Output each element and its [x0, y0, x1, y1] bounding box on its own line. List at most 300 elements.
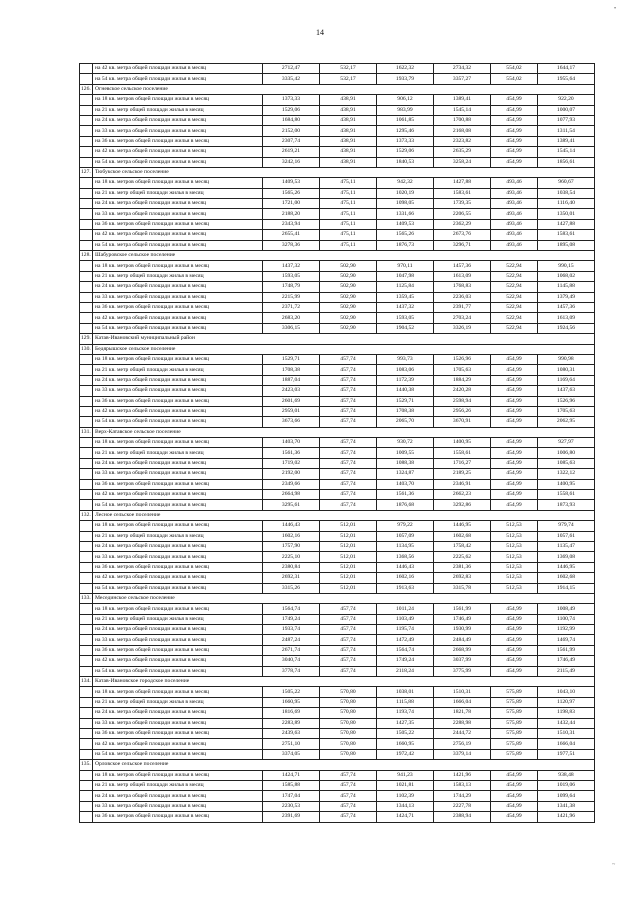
value-cell: 454,99	[491, 417, 538, 427]
value-cell: 454,99	[491, 386, 538, 396]
row-index-cell	[80, 552, 93, 562]
table-row	[80, 136, 595, 146]
value-cell: 1324,87	[377, 469, 434, 479]
value-cell: 512,01	[320, 521, 377, 531]
value-cell: 454,99	[491, 770, 538, 780]
value-cell: 1914,15	[538, 583, 595, 593]
value-cell: 1437,63	[538, 386, 595, 396]
value-cell: 575,89	[491, 687, 538, 697]
value-cell: 1758,42	[434, 541, 491, 551]
value-cell: 1757,90	[263, 541, 320, 551]
table-row	[80, 375, 595, 385]
value-cell: 1529,06	[263, 105, 320, 115]
row-label: на 54 кв. метра общей площади жилья в месяц	[93, 240, 263, 250]
row-index-cell	[80, 500, 93, 510]
table-row	[80, 178, 595, 188]
row-label: на 24 кв. метра общей площади жилья в месяц	[93, 541, 263, 551]
row-label: на 42 кв. метра общей площади жилья в месяц	[93, 490, 263, 500]
value-cell: 1369,08	[538, 552, 595, 562]
value-cell: 454,99	[491, 604, 538, 614]
value-cell: 1437,32	[263, 261, 320, 271]
value-cell: 1564,74	[377, 645, 434, 655]
section-number: 134.	[80, 677, 93, 687]
row-label: на 42 кв. метра общей площади жилья в месяц	[93, 147, 263, 157]
value-cell: 2115,49	[538, 666, 595, 676]
row-label: на 36 кв. метров общей площади жилья в месяц	[93, 812, 263, 822]
value-cell: 2420,28	[434, 386, 491, 396]
value-cell: 502,90	[320, 261, 377, 271]
table-row	[80, 521, 595, 531]
value-cell: 512,01	[320, 583, 377, 593]
value-cell: 1322,12	[538, 469, 595, 479]
table-row	[80, 354, 595, 364]
value-cell: 454,99	[491, 666, 538, 676]
value-cell: 2439,63	[263, 729, 320, 739]
value-cell: 970,11	[377, 261, 434, 271]
table-row	[80, 417, 595, 427]
value-cell: 1708,38	[377, 406, 434, 416]
value-cell: 475,11	[320, 178, 377, 188]
value-cell: 457,74	[320, 438, 377, 448]
row-index-cell	[80, 188, 93, 198]
value-cell: 475,11	[320, 240, 377, 250]
row-label: на 54 кв. метра общей площади жилья в месяц	[93, 749, 263, 759]
value-cell: 438,91	[320, 157, 377, 167]
value-cell: 1373,33	[377, 136, 434, 146]
section-row	[80, 334, 595, 344]
value-cell: 1427,88	[434, 178, 491, 188]
row-label: на 18 кв. метров общей площади жилья в месяц	[93, 261, 263, 271]
row-label: на 36 кв. метров общей площади жилья в месяц	[93, 396, 263, 406]
table-row	[80, 458, 595, 468]
value-cell: 1341,38	[538, 801, 595, 811]
row-label: на 36 кв. метров общей площади жилья в месяц	[93, 729, 263, 739]
row-index-cell	[80, 718, 93, 728]
table-row	[80, 240, 595, 250]
value-cell: 3258,24	[434, 157, 491, 167]
scan-mark-top: •	[614, 6, 617, 12]
table-row	[80, 438, 595, 448]
value-cell: 1009,55	[377, 448, 434, 458]
section-row	[80, 593, 595, 603]
row-index-cell	[80, 490, 93, 500]
section-number: 129.	[80, 334, 93, 344]
value-cell: 1098,05	[377, 199, 434, 209]
value-cell: 1558,61	[538, 490, 595, 500]
value-cell: 1440,38	[377, 386, 434, 396]
table-row	[80, 406, 595, 416]
value-cell: 1077,93	[538, 115, 595, 125]
row-index-cell	[80, 625, 93, 635]
value-cell: 1038,01	[377, 687, 434, 697]
value-cell: 1057,61	[538, 531, 595, 541]
value-cell: 1427,35	[377, 718, 434, 728]
row-label: на 36 кв. метров общей площади жилья в месяц	[93, 136, 263, 146]
value-cell: 438,91	[320, 147, 377, 157]
value-cell: 522,94	[491, 292, 538, 302]
row-index-cell	[80, 64, 93, 74]
value-cell: 1708,38	[263, 365, 320, 375]
row-label: на 33 кв. метра общей площади жилья в месяц	[93, 386, 263, 396]
value-cell: 454,99	[491, 490, 538, 500]
value-cell: 1083,06	[377, 365, 434, 375]
value-cell: 457,74	[320, 656, 377, 666]
value-cell: 1583,13	[434, 780, 491, 790]
table-row	[80, 313, 595, 323]
value-cell: 457,74	[320, 791, 377, 801]
value-cell: 2692,83	[434, 573, 491, 583]
value-cell: 2371,72	[263, 302, 320, 312]
table-row	[80, 749, 595, 759]
row-index-cell	[80, 801, 93, 811]
value-cell: 454,99	[491, 479, 538, 489]
value-cell: 1613,09	[538, 313, 595, 323]
value-cell: 454,99	[491, 136, 538, 146]
row-label: на 42 кв. метра общей площади жилья в месяц	[93, 64, 263, 74]
value-cell: 457,74	[320, 666, 377, 676]
value-cell: 2673,76	[434, 230, 491, 240]
value-cell: 906,12	[377, 95, 434, 105]
value-cell: 1080,31	[538, 365, 595, 375]
section-number: 131.	[80, 427, 93, 437]
row-index-cell	[80, 541, 93, 551]
value-cell: 3673,66	[263, 417, 320, 427]
value-cell: 1000,07	[538, 105, 595, 115]
value-cell: 3357,27	[434, 74, 491, 84]
value-cell: 454,99	[491, 396, 538, 406]
value-cell: 2956,26	[434, 406, 491, 416]
value-cell: 1816,69	[263, 708, 320, 718]
value-cell: 1172,39	[377, 375, 434, 385]
table-row	[80, 323, 595, 333]
value-cell: 3374,05	[263, 749, 320, 759]
table-row	[80, 604, 595, 614]
value-cell: 1379,49	[538, 292, 595, 302]
value-cell: 1529,71	[377, 396, 434, 406]
section-row	[80, 510, 595, 520]
value-cell: 1721,00	[263, 199, 320, 209]
row-label: на 18 кв. метров общей площади жилья в месяц	[93, 604, 263, 614]
value-cell: 2346,91	[434, 479, 491, 489]
row-index-cell	[80, 178, 93, 188]
value-cell: 1564,74	[263, 604, 320, 614]
value-cell: 3778,74	[263, 666, 320, 676]
section-row	[80, 677, 595, 687]
row-index-cell	[80, 573, 93, 583]
row-index-cell	[80, 261, 93, 271]
value-cell: 454,99	[491, 126, 538, 136]
value-cell: 457,74	[320, 417, 377, 427]
value-cell: 522,94	[491, 323, 538, 333]
value-cell: 502,90	[320, 313, 377, 323]
value-cell: 2388,94	[434, 812, 491, 822]
table-row	[80, 801, 595, 811]
value-cell: 1134,95	[377, 541, 434, 551]
row-index-cell	[80, 157, 93, 167]
value-cell: 454,99	[491, 375, 538, 385]
value-cell: 1904,52	[377, 323, 434, 333]
section-name: Катав-Ивановский муниципальный район	[93, 334, 595, 344]
table-row	[80, 282, 595, 292]
value-cell: 512,01	[320, 573, 377, 583]
value-cell: 575,89	[491, 739, 538, 749]
value-cell: 1011,24	[377, 604, 434, 614]
value-cell: 1873,93	[538, 500, 595, 510]
value-cell: 1930,99	[434, 625, 491, 635]
value-cell: 3040,74	[263, 656, 320, 666]
value-cell: 512,01	[320, 562, 377, 572]
value-cell: 1749,24	[263, 614, 320, 624]
value-cell: 438,91	[320, 126, 377, 136]
value-cell: 1526,96	[434, 354, 491, 364]
value-cell: 927,97	[538, 438, 595, 448]
value-cell: 512,53	[491, 573, 538, 583]
table-row	[80, 126, 595, 136]
value-cell: 454,99	[491, 95, 538, 105]
value-cell: 457,74	[320, 780, 377, 790]
value-cell: 522,94	[491, 282, 538, 292]
value-cell: 3306,15	[263, 323, 320, 333]
tariff-table	[79, 63, 595, 823]
row-index-cell	[80, 386, 93, 396]
table-row	[80, 697, 595, 707]
value-cell: 457,74	[320, 604, 377, 614]
row-label: на 33 кв. метра общей площади жилья в месяц	[93, 292, 263, 302]
row-index-cell	[80, 323, 93, 333]
value-cell: 1856,61	[538, 157, 595, 167]
row-index-cell	[80, 282, 93, 292]
value-cell: 1558,61	[434, 448, 491, 458]
section-row	[80, 251, 595, 261]
scan-mark-bottom: ~	[612, 862, 616, 868]
value-cell: 438,91	[320, 105, 377, 115]
row-index-cell	[80, 729, 93, 739]
table-row	[80, 635, 595, 645]
row-index-cell	[80, 521, 93, 531]
value-cell: 1876,68	[377, 500, 434, 510]
value-cell: 979,22	[377, 521, 434, 531]
value-cell: 1421,96	[434, 770, 491, 780]
value-cell: 1602,16	[377, 573, 434, 583]
value-cell: 1008,49	[538, 604, 595, 614]
value-cell: 1038,54	[538, 188, 595, 198]
value-cell: 502,90	[320, 302, 377, 312]
value-cell: 2307,74	[263, 136, 320, 146]
value-cell: 2349,66	[263, 479, 320, 489]
value-cell: 1955,64	[538, 74, 595, 84]
value-cell: 1526,96	[538, 396, 595, 406]
value-cell: 2225,62	[434, 552, 491, 562]
value-cell: 2381,36	[434, 562, 491, 572]
value-cell: 454,99	[491, 469, 538, 479]
value-cell: 1913,63	[377, 583, 434, 593]
table-row	[80, 573, 595, 583]
section-name: Тюбукское сельское поселение	[93, 167, 595, 177]
section-row	[80, 427, 595, 437]
table-row	[80, 562, 595, 572]
value-cell: 1748,79	[263, 282, 320, 292]
value-cell: 2683,20	[263, 313, 320, 323]
row-index-cell	[80, 95, 93, 105]
value-cell: 1446,95	[434, 521, 491, 531]
value-cell: 1746,49	[538, 656, 595, 666]
row-index-cell	[80, 199, 93, 209]
value-cell: 2756,19	[434, 739, 491, 749]
table-row	[80, 302, 595, 312]
row-index-cell	[80, 562, 93, 572]
value-cell: 1505,22	[377, 729, 434, 739]
table-row	[80, 261, 595, 271]
row-index-cell	[80, 302, 93, 312]
value-cell: 960,67	[538, 178, 595, 188]
value-cell: 1472,49	[377, 635, 434, 645]
row-index-cell	[80, 656, 93, 666]
value-cell: 2601,69	[263, 396, 320, 406]
row-index-cell	[80, 417, 93, 427]
table-row	[80, 219, 595, 229]
value-cell: 454,99	[491, 406, 538, 416]
section-row	[80, 167, 595, 177]
value-cell: 475,11	[320, 230, 377, 240]
value-cell: 1876,73	[377, 240, 434, 250]
row-index-cell	[80, 645, 93, 655]
row-index-cell	[80, 614, 93, 624]
table-row	[80, 64, 595, 74]
table-row	[80, 157, 595, 167]
value-cell: 1068,02	[538, 271, 595, 281]
value-cell: 1373,33	[263, 95, 320, 105]
row-index-cell	[80, 666, 93, 676]
value-cell: 983,99	[377, 105, 434, 115]
value-cell: 1432,44	[538, 718, 595, 728]
value-cell: 1145,88	[538, 282, 595, 292]
row-label: на 24 кв. метра общей площади жилья в месяц	[93, 375, 263, 385]
value-cell: 2444,72	[434, 729, 491, 739]
value-cell: 457,74	[320, 645, 377, 655]
value-cell: 3296,71	[434, 240, 491, 250]
value-cell: 1350,01	[538, 209, 595, 219]
table-row	[80, 74, 595, 84]
row-index-cell	[80, 365, 93, 375]
row-label: на 18 кв. метров общей площади жилья в месяц	[93, 770, 263, 780]
row-index-cell	[80, 739, 93, 749]
value-cell: 1424,71	[263, 770, 320, 780]
section-row	[80, 344, 595, 354]
row-index-cell	[80, 604, 93, 614]
value-cell: 454,99	[491, 780, 538, 790]
value-cell: 1602,68	[538, 573, 595, 583]
value-cell: 1895,08	[538, 240, 595, 250]
value-cell: 1561,99	[538, 645, 595, 655]
value-cell: 1198,83	[538, 708, 595, 718]
value-cell: 1116,40	[538, 199, 595, 209]
value-cell: 512,01	[320, 552, 377, 562]
value-cell: 3315,78	[434, 583, 491, 593]
section-name: Огневское сельское поселение	[93, 84, 595, 94]
row-label: на 21 кв. метр общей площади жилья в месяц	[93, 614, 263, 624]
section-number: 127.	[80, 167, 93, 177]
value-cell: 2487,24	[263, 635, 320, 645]
row-label: на 18 кв. метров общей площади жилья в месяц	[93, 95, 263, 105]
value-cell: 454,99	[491, 365, 538, 375]
value-cell: 1400,95	[538, 479, 595, 489]
row-label: на 42 кв. метра общей площади жилья в месяц	[93, 313, 263, 323]
table-row	[80, 645, 595, 655]
value-cell: 1840,53	[377, 157, 434, 167]
value-cell: 570,80	[320, 718, 377, 728]
row-index-cell	[80, 240, 93, 250]
value-cell: 2288,98	[434, 718, 491, 728]
value-cell: 2959,01	[263, 406, 320, 416]
value-cell: 1295,46	[377, 126, 434, 136]
value-cell: 493,46	[491, 240, 538, 250]
row-label: на 33 кв. метра общей площади жилья в месяц	[93, 209, 263, 219]
row-index-cell	[80, 479, 93, 489]
value-cell: 570,80	[320, 697, 377, 707]
value-cell: 2227,78	[434, 801, 491, 811]
value-cell: 512,53	[491, 531, 538, 541]
value-cell: 454,99	[491, 157, 538, 167]
value-cell: 2192,00	[263, 469, 320, 479]
section-name: Орловское сельское поселение	[93, 760, 595, 770]
row-label: на 33 кв. метра общей площади жилья в месяц	[93, 469, 263, 479]
value-cell: 512,53	[491, 521, 538, 531]
value-cell: 454,99	[491, 625, 538, 635]
value-cell: 570,80	[320, 687, 377, 697]
row-index-cell	[80, 469, 93, 479]
value-cell: 1585,88	[263, 780, 320, 790]
table-row	[80, 209, 595, 219]
value-cell: 990,15	[538, 261, 595, 271]
value-cell: 1565,26	[377, 230, 434, 240]
value-cell: 2734,32	[434, 64, 491, 74]
value-cell: 993,73	[377, 354, 434, 364]
table-row	[80, 656, 595, 666]
row-label: на 24 кв. метра общей площади жилья в месяц	[93, 282, 263, 292]
table-row	[80, 552, 595, 562]
value-cell: 438,91	[320, 95, 377, 105]
section-name: Месединское сельское поселение	[93, 593, 595, 603]
value-cell: 2215,99	[263, 292, 320, 302]
value-cell: 575,89	[491, 697, 538, 707]
table-row	[80, 469, 595, 479]
value-cell: 502,90	[320, 282, 377, 292]
value-cell: 475,11	[320, 199, 377, 209]
value-cell: 454,99	[491, 791, 538, 801]
value-cell: 2671,74	[263, 645, 320, 655]
row-label: на 21 кв. метр общей площади жилья в месяц	[93, 271, 263, 281]
value-cell: 502,90	[320, 271, 377, 281]
table-row	[80, 292, 595, 302]
value-cell: 2484,49	[434, 635, 491, 645]
table-row	[80, 625, 595, 635]
value-cell: 438,91	[320, 115, 377, 125]
value-cell: 575,89	[491, 729, 538, 739]
row-index-cell	[80, 126, 93, 136]
value-cell: 454,99	[491, 105, 538, 115]
row-label: на 24 кв. метра общей площади жилья в месяц	[93, 708, 263, 718]
value-cell: 1120,97	[538, 697, 595, 707]
table-row	[80, 583, 595, 593]
value-cell: 457,74	[320, 770, 377, 780]
row-label: на 42 кв. метра общей площади жилья в месяц	[93, 406, 263, 416]
value-cell: 575,89	[491, 708, 538, 718]
value-cell: 1331,66	[377, 209, 434, 219]
value-cell: 1057,09	[377, 531, 434, 541]
row-label: на 54 кв. метра общей площади жилья в месяц	[93, 666, 263, 676]
row-label: на 18 кв. метров общей площади жилья в месяц	[93, 178, 263, 188]
row-index-cell	[80, 458, 93, 468]
